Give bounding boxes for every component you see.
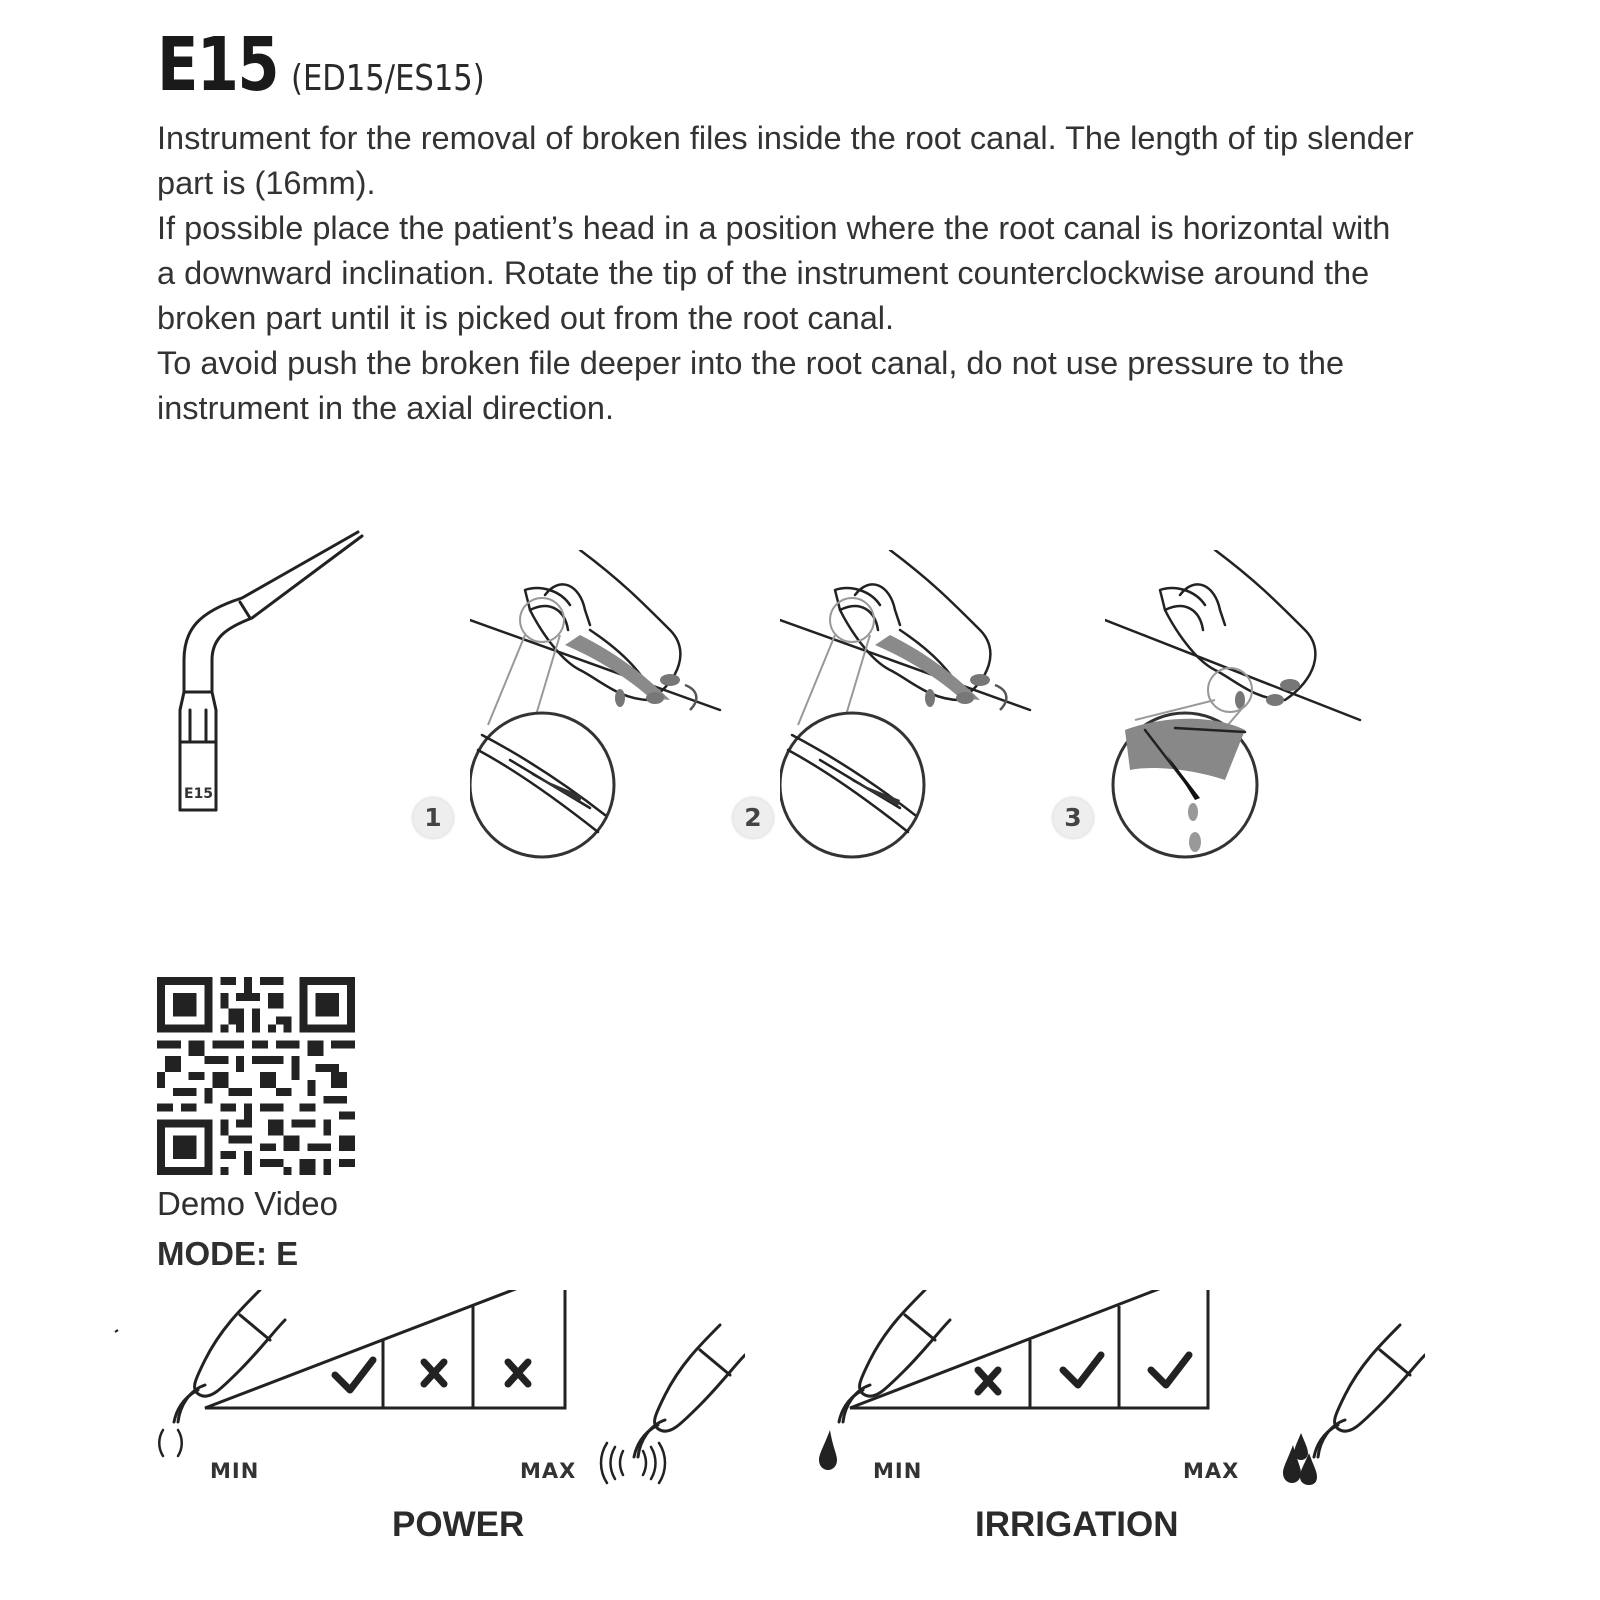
step-2-illustration — [780, 550, 1060, 870]
tip-illustration — [170, 530, 380, 830]
model-name: E15 — [157, 22, 278, 108]
power-level-2-cross-icon — [424, 1362, 444, 1384]
step-1-illustration — [470, 550, 750, 870]
water-drops-max-icon — [1283, 1433, 1317, 1485]
power-level-1-check-icon — [335, 1360, 373, 1390]
power-title: POWER — [392, 1505, 525, 1544]
power-min-label: MIN — [210, 1459, 260, 1483]
water-drop-min-icon — [819, 1430, 837, 1470]
instruction-paragraph-3: To avoid push the broken file deeper into the root canal, do not use pressure to the instrument in the axial direction. — [157, 345, 1345, 426]
power-level-3-cross-icon — [508, 1362, 528, 1384]
handpiece-irrigation-min-icon — [839, 1290, 950, 1422]
instruction-paragraph-2: If possible place the patient’s head in a position where the root canal is horizontal with a downward inclination. Rotate the tip of the instrument counterclockwise around the broken part until it is picked out from the root canal. — [157, 210, 1391, 336]
product-title — [157, 22, 518, 108]
step-badge-1: 1 — [413, 798, 453, 838]
tip-label: E15 — [184, 786, 214, 802]
mode-label: MODE: E — [157, 1235, 299, 1272]
step-badge-2: 2 — [733, 798, 773, 838]
demo-video-caption: Demo Video — [157, 1185, 339, 1222]
irrigation-max-label: MAX — [1183, 1459, 1240, 1483]
step-badge-3: 3 — [1053, 798, 1093, 838]
qr-code-image[interactable] — [157, 977, 355, 1175]
step-3-illustration — [1105, 550, 1385, 870]
vibration-min-icon — [159, 1430, 182, 1456]
irrigation-level-2-check-icon — [1063, 1355, 1101, 1385]
irrigation-min-label: MIN — [873, 1459, 923, 1483]
handpiece-max-icon — [585, 1285, 745, 1495]
irrigation-level-3-check-icon — [1151, 1355, 1189, 1385]
model-variants: (ED15/ES15) — [290, 58, 485, 99]
power-max-label: MAX — [520, 1459, 577, 1483]
irrigation-level-1-cross-icon — [978, 1370, 998, 1392]
handpiece-min-icon — [174, 1290, 285, 1422]
irrigation-title: IRRIGATION — [975, 1505, 1179, 1544]
vibration-max-icon — [601, 1443, 665, 1483]
instruction-paragraph-1: Instrument for the removal of broken files inside the root canal. The length of tip slender part is (16mm). — [157, 120, 1414, 201]
handpiece-irrigation-max-icon — [1265, 1285, 1425, 1495]
instructions-text — [157, 116, 1417, 431]
